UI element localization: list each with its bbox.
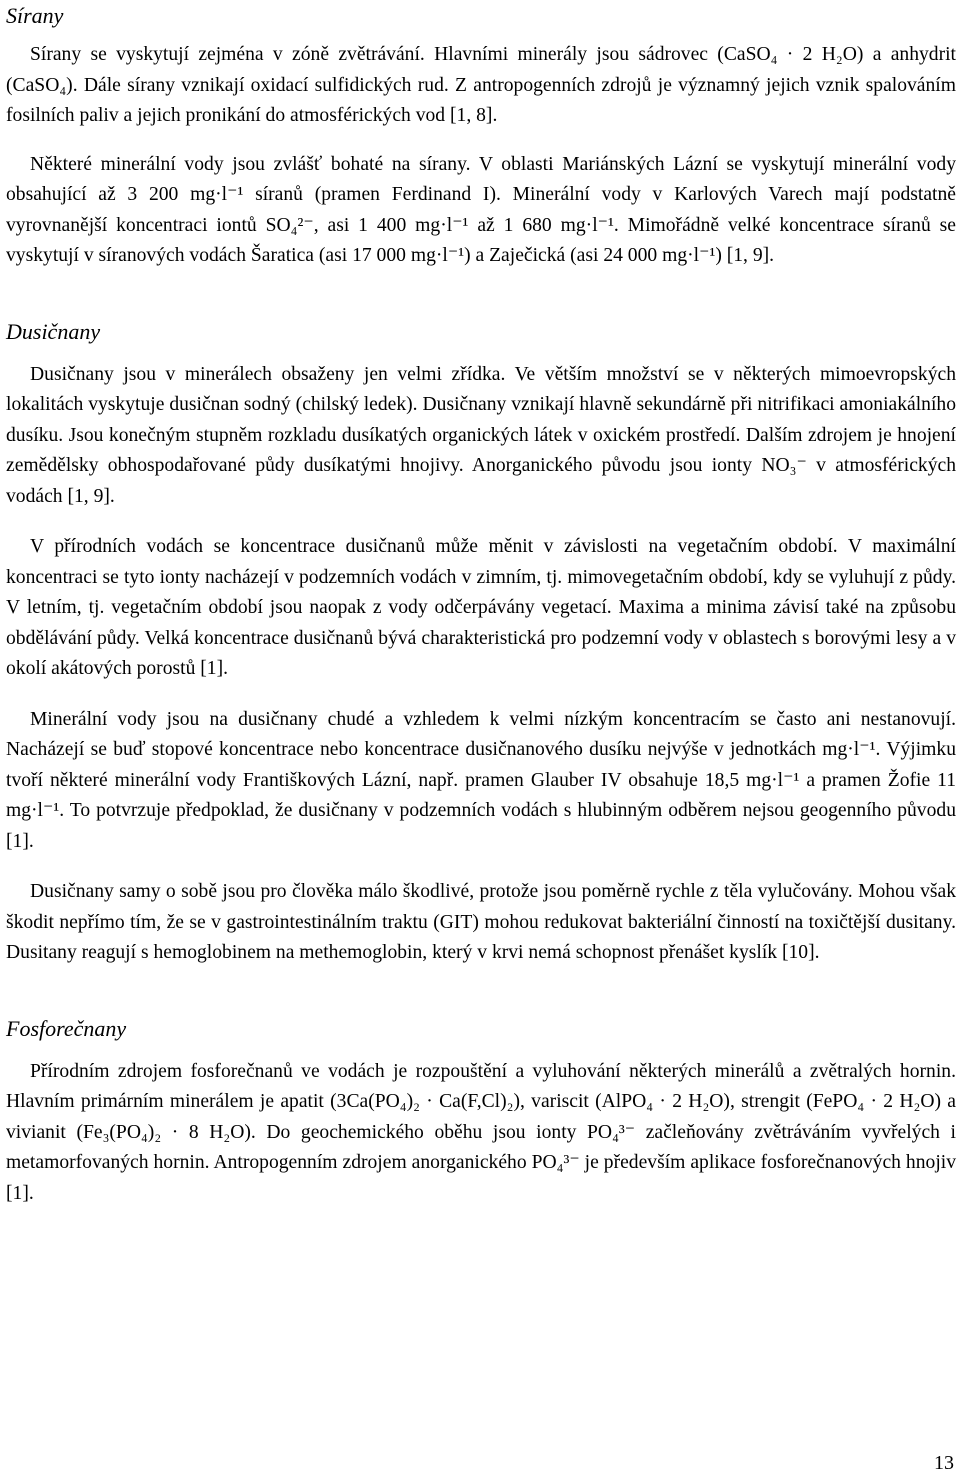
section-heading-dusicnany: Dusičnany [6,318,101,344]
page-number: 13 [934,1452,954,1474]
paragraph-dusicnany-3: Minerální vody jsou na dusičnany chudé a vzhledem k velmi nízkým koncentracím se často ani nestanovují. Nacházejí se buď stopové koncentrace nebo koncentrace dusičnanového dusíku nejvýše v jednotkách mg·l⁻¹. Výjimku tvoří některé minerální vody Františkových Lázní, např. pramen Glauber IV obsahuje 18,5 mg·l⁻¹ a pramen Žofie 11 mg·l⁻¹. To potvrzuje předpoklad, že dusičnany v podzemních vodách s hlubinným odběrem nejsou geogenního původu [1]. [6,708,956,852]
paragraph-dusicnany-1: Dusičnany jsou v minerálech obsaženy jen velmi zřídka. Ve větším množství se v některých mimoevropských lokalitách vyskytuje dusičnan sodný (chilský ledek). Dusičnany vznikají hlavně sekundárně při nitrifikaci amoniakálního dusíku. Jsou konečným stupněm rozkladu dusíkatých organických látek v oxickém prostředí. Dalším zdrojem je hnojení zemědělsky obhospodařované půdy dusíkatými hnojivy. Anorganického původu jsou ionty NO₃⁻ v atmosférických vodách [1, 9]. [6,363,956,507]
document-page [6,0,956,1209]
section-heading-sirany: Sírany [6,3,64,28]
paragraph-dusicnany-4: Dusičnany samy o sobě jsou pro člověka málo škodlivé, protože jsou poměrně rychle z těla vylučovány. Mohou však škodit nepřímo tím, že se v gastrointestinálním traktu (GIT) mohou redukovat bakteriální činností na toxičtější dusitany. Dusitany reagují s hemoglobinem na methemoglobin, který v krvi nemá schopnost přenášet kyslík [10]. [6,881,956,963]
paragraph-sirany-1: Sírany se vyskytují zejména v zóně zvětrávání. Hlavními minerály jsou sádrovec (CaSO₄ · 2 H₂O) a anhydrit (CaSO₄). Dále sírany vznikají oxidací sulfidických rud. Z antropogenních zdrojů je významný jejich vznik spalováním fosilních paliv a jejich pronikání do atmosférických vod [1, 8]. [6,44,956,126]
paragraph-dusicnany-2: V přírodních vodách se koncentrace dusičnanů může měnit v závislosti na vegetačním období. V maximální koncentraci se tyto ionty nacházejí v podzemních vodách v zimním, tj. mimovegetačním období, kdy se vyluhují z půdy. V letním, tj. vegetačním období jsou naopak z vody odčerpávány vegetací. Maxima a minima závisí také na způsobu obdělávání půdy. Velká koncentrace dusičnanů bývá charakteristická pro podzemní vody v oblastech s borovými lesy a v okolí akátových porostů [1]. [6,536,956,679]
paragraph-fosforecnany-1: Přírodním zdrojem fosforečnanů ve vodách je rozpouštění a vyluhování některých minerálů a zvětralých hornin. Hlavním primárním minerálem je apatit (3Ca(PO₄)₂ · Ca(F,Cl)₂), variscit (AlPO₄ · 2 H₂O), strengit (FePO₄ · 2 H₂O) a vivianit (Fe₃(PO₄)₂ · 8 H₂O). Do geochemického oběhu jsou ionty PO₄³⁻ začleňovány zvětráváním vyvřelých i metamorfovaných hornin. Antropogenním zdrojem anorganického PO₄³⁻ je především aplikace fosforečnanových hnojiv [1]. [6,1060,956,1204]
section-heading-fosforecnany: Fosforečnany [6,1015,127,1041]
paragraph-sirany-2: Některé minerální vody jsou zvlášť bohaté na sírany. V oblasti Mariánských Lázní se vyskytují minerální vody obsahující až 3 200 mg·l⁻¹ síranů (pramen Ferdinand I). Minerální vody v Karlových Varech mají podstatně vyrovnanější koncentraci iontů SO₄²⁻, asi 1 400 mg·l⁻¹ až 1 680 mg·l⁻¹. Mimořádně velké koncentrace síranů se vyskytují v síranových vodách Šaratica (asi 17 000 mg·l⁻¹) a Zaječická (asi 24 000 mg·l⁻¹) [1, 9]. [6,153,956,266]
